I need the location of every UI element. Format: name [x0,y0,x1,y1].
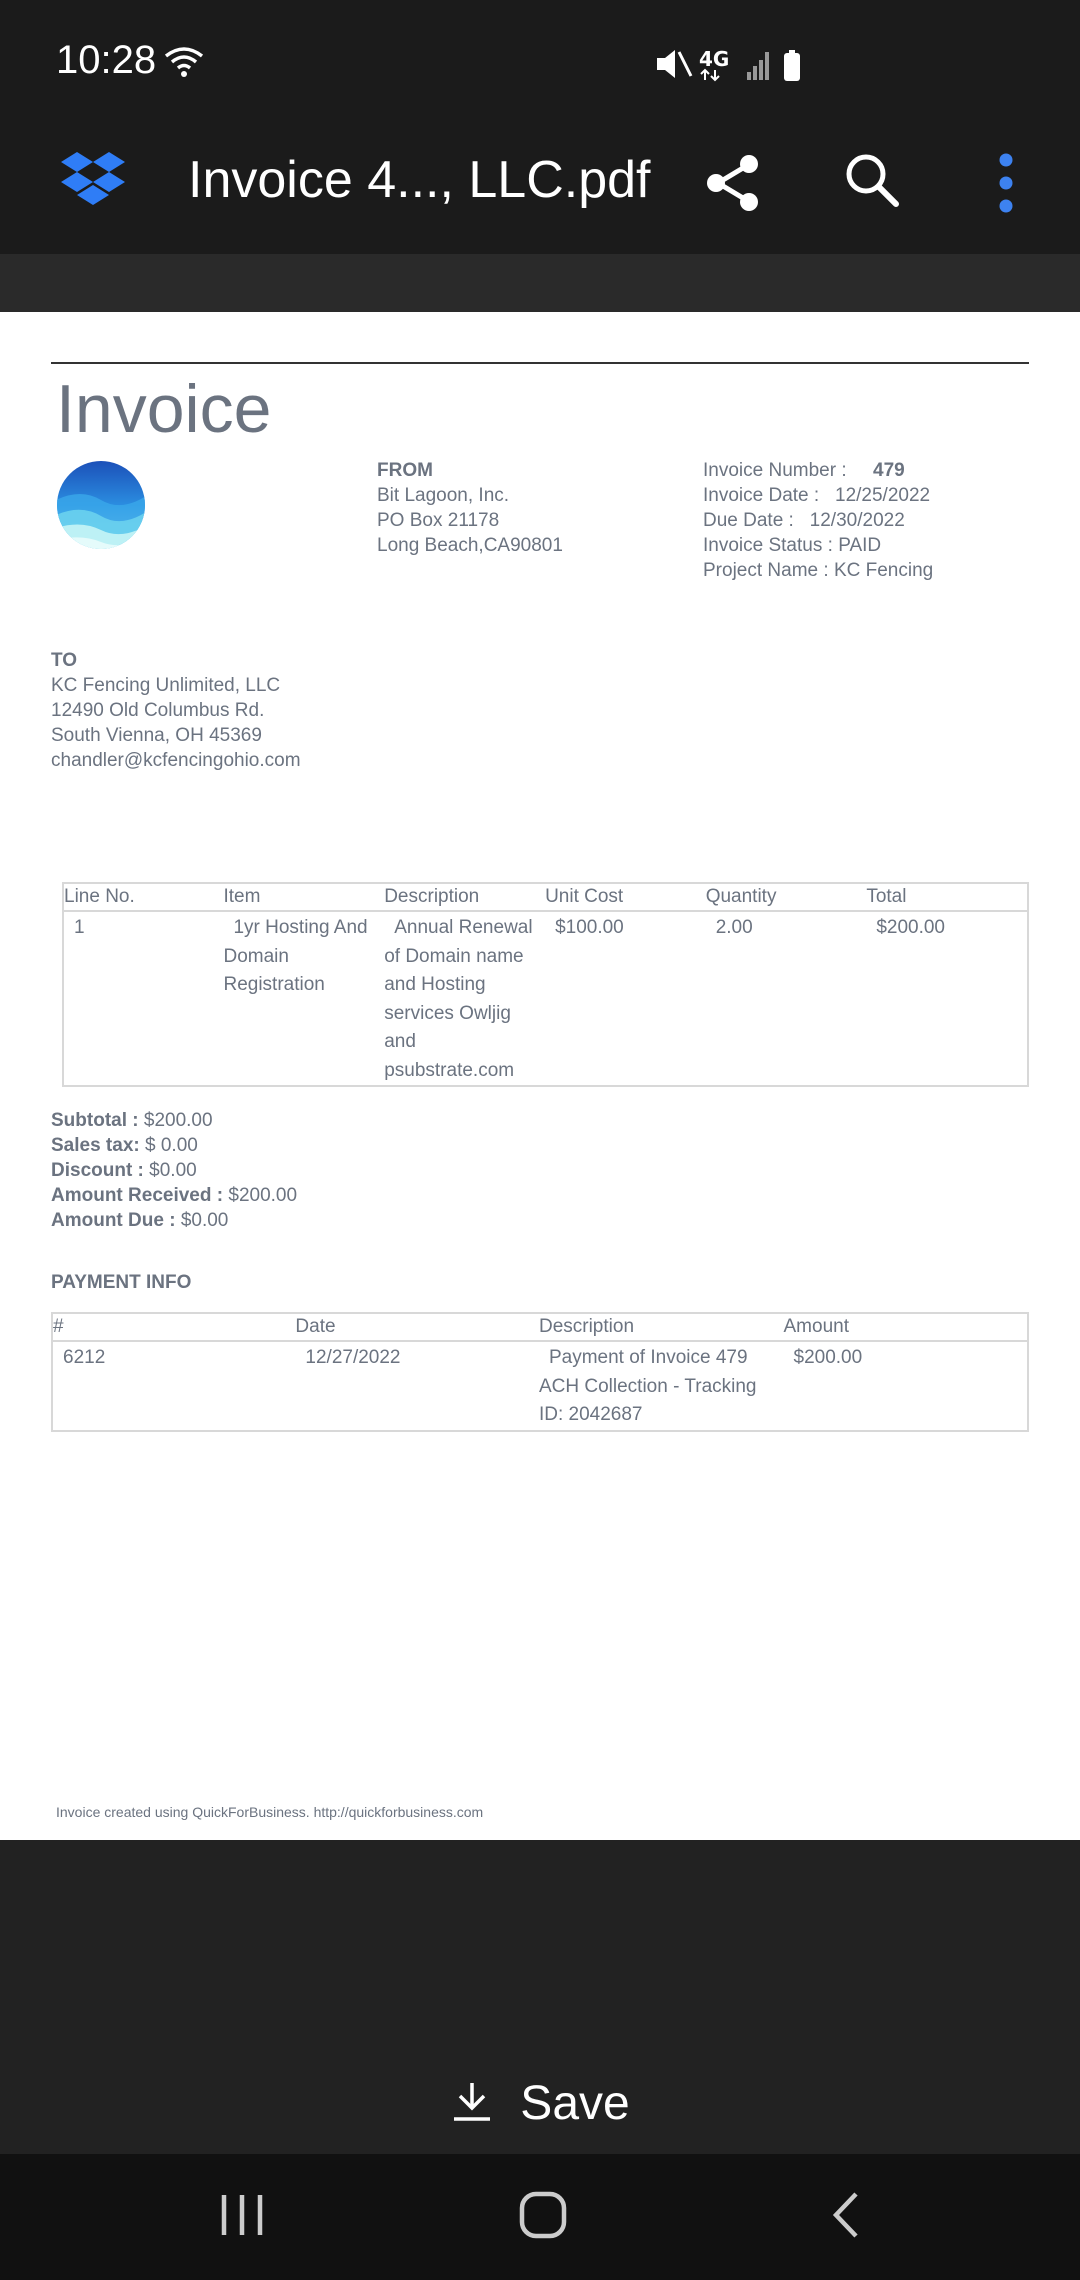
cell-total: $200.00 [876,917,945,938]
more-options-icon[interactable] [986,150,1026,221]
svg-text:4G: 4G [699,47,730,71]
payment-info-heading: PAYMENT INFO [51,1272,192,1293]
home-icon[interactable] [518,2190,568,2245]
document-title: Invoice 4..., LLC.pdf [188,151,651,209]
system-nav-bar [0,2154,1080,2280]
save-label: Save [520,2076,630,2130]
cell-item: 1yr Hosting And Domain Registration [223,917,368,995]
invoice-meta [703,458,933,583]
project-name: KC Fencing [833,560,934,581]
from-company: Bit Lagoon, Inc. [377,485,510,506]
col-header-payment-description: Description [539,1313,784,1341]
mute-icon [657,50,691,78]
search-icon[interactable] [842,150,902,215]
company-logo-icon [56,460,146,555]
to-address-1: 12490 Old Columbus Rd. [51,700,265,721]
amount-due-label: Amount Due : [51,1210,176,1231]
from-address-2: Long Beach,CA90801 [377,535,563,556]
invoice-status: PAID [838,535,882,556]
col-header-payment-date: Date [295,1313,539,1341]
invoice-number-label: Invoice Number : [703,460,847,481]
cell-quantity: 2.00 [715,917,753,938]
dropbox-logo-icon[interactable] [60,150,126,215]
from-block [377,458,563,558]
totals-block [51,1108,297,1233]
wifi-icon [164,44,204,83]
invoice-footer: Invoice created using QuickForBusiness. http://quickforbusiness.com [56,1804,484,1820]
share-icon[interactable] [700,150,766,221]
app-bar [0,120,1080,254]
payment-table [51,1312,1029,1432]
invoice-status-label: Invoice Status : [703,535,833,556]
battery-icon [784,50,800,81]
back-icon[interactable] [826,2190,866,2245]
amount-received-label: Amount Received : [51,1185,224,1206]
cell-line-no: 1 [74,917,85,938]
to-email: chandler@kcfencingohio.com [51,750,301,771]
from-label: FROM [377,460,433,481]
due-date: 12/30/2022 [809,510,905,531]
to-address-2: South Vienna, OH 45369 [51,725,262,746]
top-rule [51,362,1029,364]
due-date-label: Due Date : [703,510,794,531]
project-name-label: Project Name : [703,560,829,581]
subtotal-label: Subtotal : [51,1110,139,1131]
to-block [51,648,301,773]
amount-received-value: $200.00 [228,1185,298,1206]
signal-icon [747,52,769,80]
to-company: KC Fencing Unlimited, LLC [51,675,281,696]
col-header-unit-cost: Unit Cost [545,883,706,911]
status-time: 10:28 [56,38,157,82]
col-header-quantity: Quantity [706,883,867,911]
col-header-total: Total [866,883,1028,911]
invoice-date: 12/25/2022 [835,485,931,506]
cell-payment-description: Payment of Invoice 479 ACH Collection - Tracking ID: 2042687 [538,1347,757,1425]
cell-payment-amount: $200.00 [793,1347,863,1368]
col-header-item: Item [223,883,384,911]
pdf-page[interactable] [0,312,1080,1840]
cell-description: Annual Renewal of Domain name and Hosting services Owljig and psubstrate.com [384,917,533,1081]
col-header-payment-amount: Amount [784,1313,1029,1341]
sales-tax-label: Sales tax: [51,1135,140,1156]
viewer-top-gutter [0,254,1080,312]
invoice-heading: Invoice [56,371,272,447]
subtotal-value: $200.00 [143,1110,213,1131]
table-row [63,911,1028,1086]
sales-tax-value: $ 0.00 [145,1135,198,1156]
col-header-payment-number: # [52,1313,295,1341]
invoice-number: 479 [873,460,905,481]
col-header-description: Description [384,883,545,911]
table-row [52,1341,1028,1431]
recent-apps-icon[interactable] [218,2190,266,2245]
to-label: TO [51,650,78,671]
line-items-table [62,882,1029,1087]
download-icon [450,2079,494,2128]
discount-label: Discount : [51,1160,144,1181]
cell-payment-date: 12/27/2022 [305,1347,401,1368]
from-address-1: PO Box 21178 [377,510,500,531]
col-header-line-no: Line No. [63,883,223,911]
discount-value: $0.00 [149,1160,197,1181]
status-icons [655,44,815,89]
network-4g-icon [699,47,729,80]
invoice-date-label: Invoice Date : [703,485,820,506]
cell-unit-cost: $100.00 [555,917,624,938]
amount-due-value: $0.00 [180,1210,229,1231]
save-button[interactable] [0,2048,1080,2158]
cell-payment-number: 6212 [63,1347,106,1368]
status-bar [0,0,1080,120]
